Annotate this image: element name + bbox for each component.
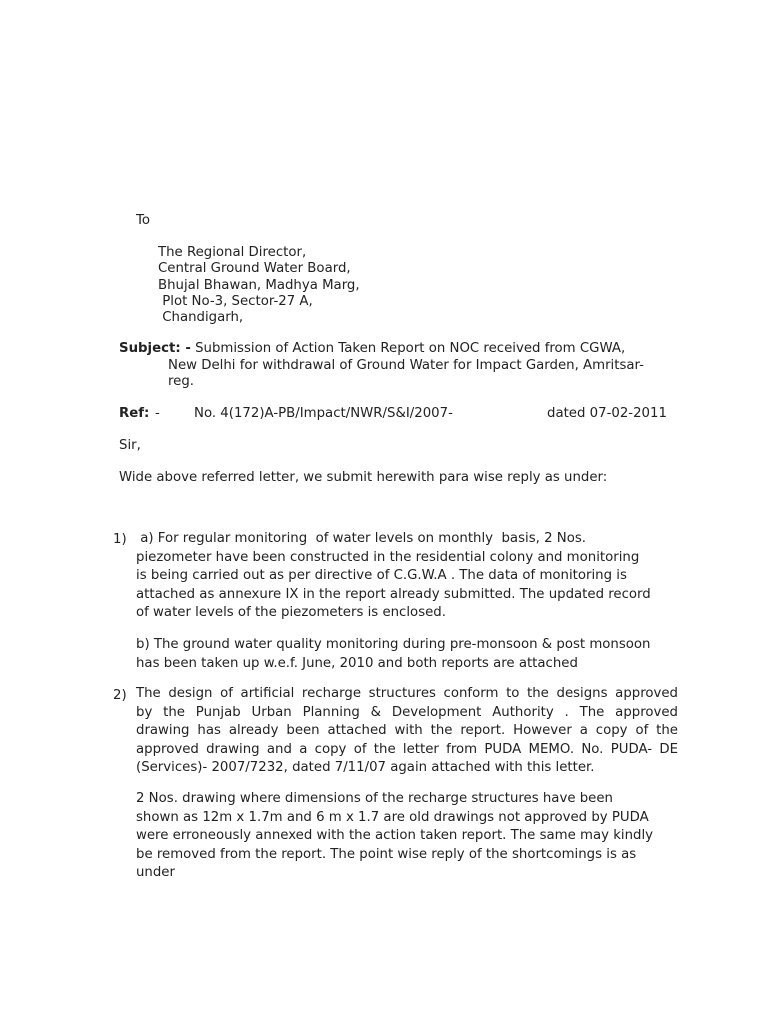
intro-text: Wide above referred letter, we submit herewith para wise reply as under: xyxy=(119,470,608,485)
ref-label: Ref: xyxy=(119,406,150,421)
item-number: 2) xyxy=(113,688,127,703)
address-line: The Regional Director, xyxy=(158,245,307,260)
item-number: 1) xyxy=(113,532,127,547)
paragraph-line: drawing has already been attached with the report. However a copy of the xyxy=(136,723,678,739)
to-label: To xyxy=(136,213,150,228)
item-2-paragraph-1 xyxy=(136,685,678,778)
ref-dash: - xyxy=(155,406,160,421)
recipient-address xyxy=(158,245,360,326)
item-2-paragraph-2 xyxy=(136,790,678,883)
paragraph-line: a) For regular monitoring of water levels on monthly basis, 2 Nos. xyxy=(136,531,586,546)
subject-text: Submission of Action Taken Report on NOC received from CGWA, xyxy=(195,341,626,356)
paragraph-line: under xyxy=(136,865,175,881)
paragraph-line: 2 Nos. drawing where dimensions of the recharge structures have been xyxy=(136,791,613,806)
paragraph-line: has been taken up w.e.f. June, 2010 and both reports are attached xyxy=(136,655,578,671)
paragraph-line: The design of artificial recharge structures conform to the designs approved xyxy=(136,686,678,701)
ref-date: dated 07-02-2011 xyxy=(547,406,667,421)
subject-line-3: reg. xyxy=(168,374,195,389)
paragraph-line: of water levels of the piezometers is enclosed. xyxy=(136,605,446,621)
subject-line-1 xyxy=(119,341,625,357)
item-1a-paragraph xyxy=(136,530,674,623)
paragraph-line: by the Punjab Urban Planning & Development Authority . The approved xyxy=(136,704,678,720)
address-line: Bhujal Bhawan, Madhya Marg, xyxy=(158,277,360,293)
paragraph-line: approved drawing and a copy of the letter from PUDA MEMO. No. PUDA- DE xyxy=(136,741,678,757)
subject-line-2: New Delhi for withdrawal of Ground Water for Impact Garden, Amritsar- xyxy=(168,358,644,373)
address-line: Plot No-3, Sector-27 A, xyxy=(158,293,313,309)
paragraph-line: is being carried out as per directive of C.G.W.A . The data of monitoring is xyxy=(136,568,627,584)
paragraph-line: piezometer have been constructed in the residential colony and monitoring xyxy=(136,549,640,565)
paragraph-line: were erroneously annexed with the action taken report. The same may kindly xyxy=(136,828,654,844)
subject-label: Subject: - xyxy=(119,341,191,356)
paragraph-line: b) The ground water quality monitoring during pre-monsoon & post monsoon xyxy=(136,637,651,652)
address-line: Chandigarh, xyxy=(158,310,244,326)
item-1b-paragraph xyxy=(136,636,674,673)
ref-number: No. 4(172)A-PB/Impact/NWR/S&I/2007- xyxy=(194,406,453,421)
paragraph-line: (Services)- 2007/7232, dated 7/11/07 again attached with this letter. xyxy=(136,760,595,776)
paragraph-line: shown as 12m x 1.7m and 6 m x 1.7 are old drawings not approved by PUDA xyxy=(136,809,649,825)
paragraph-line: be removed from the report. The point wise reply of the shortcomings is as xyxy=(136,846,637,862)
address-line: Central Ground Water Board, xyxy=(158,261,351,277)
paragraph-line: attached as annexure IX in the report already submitted. The updated record xyxy=(136,586,651,602)
salutation: Sir, xyxy=(119,438,141,453)
